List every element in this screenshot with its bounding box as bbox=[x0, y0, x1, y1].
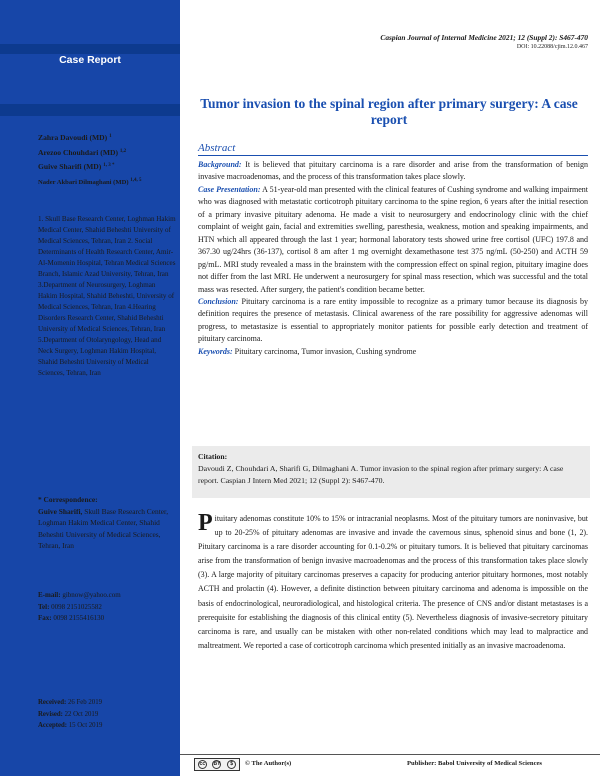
sidebar-band-top bbox=[0, 44, 180, 54]
contact-info: E-mail: gibnow@yahoo.com Tel: 0098 2151025582 Fax: 0098 2155416130 bbox=[38, 591, 121, 622]
correspondence-label: * Correspondence: bbox=[38, 495, 98, 504]
by-icon: BY bbox=[213, 761, 221, 767]
publisher: Publisher: Babol University of Medical Sciences bbox=[407, 760, 542, 767]
footer-divider bbox=[180, 754, 600, 755]
tel-value: 0098 2151025582 bbox=[49, 602, 102, 611]
paper-title: Tumor invasion to the spinal region after primary surgery: A case report bbox=[200, 96, 578, 127]
citation-box bbox=[192, 446, 590, 498]
correspondence-address: Skull Base Research Center, Loghman Hakim Medical Center, Shahid Beheshti University of Medical Sciences, Tehran, Iran bbox=[38, 506, 169, 550]
keywords: Keywords: Pituitary carcinoma, Tumor invasion, Cushing syndrome bbox=[198, 346, 417, 356]
abstract bbox=[198, 159, 588, 358]
journal-header: Caspian Journal of Internal Medicine 2021; 12 (Suppl 2): S467-470 bbox=[380, 33, 588, 42]
fax-value: 0098 2155416130 bbox=[51, 614, 105, 622]
author-list bbox=[38, 130, 178, 189]
abstract-divider bbox=[198, 155, 588, 156]
correspondence-name: Guive Sharifi, bbox=[38, 506, 83, 516]
article-type: Case Report bbox=[59, 54, 121, 66]
citation-label: Citation: bbox=[198, 452, 228, 461]
abstract-case: Case Presentation: A 51-year-old man presented with the clinical features of Cushing syndrome and walking impairment who was diagnosed with metastatic corticotroph pituitary carcinoma to the spine region, 6 years after the initial resection of a primary invasive pituitary adenoma. He made a visit to neurosurgery and endocrinology clinic with the chief complaint of weight gain, facial and extremities swelling, paresthesia, weakness, motion and speaking impairments, and HTN which all appeared through the last 1 year; hormonal laboratory tests showed urine free cortisol (UFC) 197.8 and 367.30 ug/24hrs (36-137), cortisol 8 am after 1 mg overnight dexamethasone test 375 ng/mL (50-250) and ACTH 59 pg/mL. MRI study revealed a mass in the brainstem with the compression effect on spinal region, pituitary imagine does not differ from the last MRI. He underwent a neurosurgery for spinal mass resection, which was successful and the total mass was resected. After surgery, the patient's condition became better. bbox=[198, 184, 589, 294]
author: Arezoo Chouhdari (MD) $^{1,2}$ bbox=[38, 147, 127, 157]
abstract-conclusion: Conclusion: Pituitary carcinoma is a rare entity impossible to recognize as a primary tumor because its diagnosis by definition requires the presence of metastasis. Clinical awareness of the rare possibility for aggressive adenomas will progress, to metastasize is essential to appropriately monitor patients for possible early detection and treatment of pituitary carcinoma. bbox=[198, 296, 588, 344]
affiliations: 1. Skull Base Research Center, Loghman Hakim Medical Center, Shahid Beheshti University of Medical Sciences, Tehran, Iran 2. Social Determinants of Health Research Center, Amir-Al-Momenin Hospital, Tehran Medical Sciences Branch, Islamic Azad University, Tehran, Iran 3.Department of Neurosurgery, Loghman Hakim Hospital, Shahid Beheshti, University of Medical Sciences, Tehran, Iran 4.Hearing Disorders Research Center, Shahid Beheshti University of Medical Sciences, Tehran, Iran 5.Department of Otolaryngology, Head and Neck Surgery, Loghman Hakim Hospital, Shahid Beheshti University of Medical Sciences, Tehran, Iran bbox=[38, 215, 176, 377]
abstract-background: Background: It is believed that pituitary carcinoma is a rare disorder and arise from the transformation of benign invasive macroadenomas, and the process of this transformation takes place slowly. bbox=[198, 160, 588, 182]
email-link[interactable]: gibnow@yahoo.com bbox=[60, 591, 121, 599]
cc-icon: cc bbox=[199, 761, 206, 767]
doi-link[interactable]: DOI: 10.22088/cjim.12.0.467 bbox=[516, 44, 588, 50]
nc-icon: $ bbox=[227, 760, 236, 769]
received-date: 26 Feb 2019 bbox=[66, 699, 102, 706]
sidebar-band-bottom bbox=[0, 104, 180, 116]
author: Nader Akbari Dilmaghani (MD) $^{1,4, 5}$ bbox=[38, 177, 142, 186]
sidebar bbox=[0, 0, 180, 776]
citation-text: Davoudi Z, Chouhdari A, Sharifi G, Dilmaghani A. Tumor invasion to the spinal region after primary surgery: A case report. Caspian J Intern Med 2021; 12 (Suppl 2): S467-470. bbox=[198, 464, 564, 485]
article-dates: Received: 26 Feb 2019 Revised: 22 Oct 2019 Accepted: 15 Oct 2019 bbox=[38, 699, 103, 729]
cc-license-icon[interactable] bbox=[194, 758, 240, 771]
copyright-note: © The Author(s) bbox=[245, 760, 292, 767]
author: Guive Sharifi (MD) $^{1, 3 *}$ bbox=[38, 162, 115, 171]
intro-paragraph: ituitary adenomas constitute 10% to 15% or intracranial neoplasms. Most of the pituitary tumors are noninvasive, but up to 20-25% of pituitary adenomas are invasive and invade the cavernous sinus, sphenoid sinus and bone (1, 2). Pituitary carcinoma is a rare disorder accounting for 0.1-0.2% or pituitary tumors. It is believed that pituitary carcinomas arise from the transformation of benign invasive macroadenomas and the process of this transformation takes place slowly (3). A large majority of pituitary carcinomas preserves a capacity for producing anterior pituitary hormones, most notably ACTH and prolactin (4). However, a definite distinction between pituitary carcinoma and adenoma is impossible on the basis of endocrinological, neuroradiological, and histological criteria. The presence of CNS and/or distant metastases is a prerequisite for establishing the diagnosis of this clinical entity (5). Nevertheless diagnosis of invasive-secretory pituitary carcinoma is rare, and usually can be mistaken with other non-related conditions which may lead to malpractice and maltreatment. We reported a case of corticotroph carcinoma which presented initially as an invasive macroadenoma. bbox=[198, 514, 588, 650]
revised-date: 22 Oct 2019 bbox=[62, 710, 99, 718]
abstract-heading: Abstract bbox=[198, 142, 236, 154]
accepted-date: 15 Oct 2019 bbox=[67, 722, 103, 729]
drop-cap: P bbox=[198, 510, 213, 536]
correspondence bbox=[38, 494, 176, 552]
author: Zahra Davoudi (MD) $^1$ bbox=[38, 133, 112, 142]
body-text bbox=[198, 512, 588, 653]
